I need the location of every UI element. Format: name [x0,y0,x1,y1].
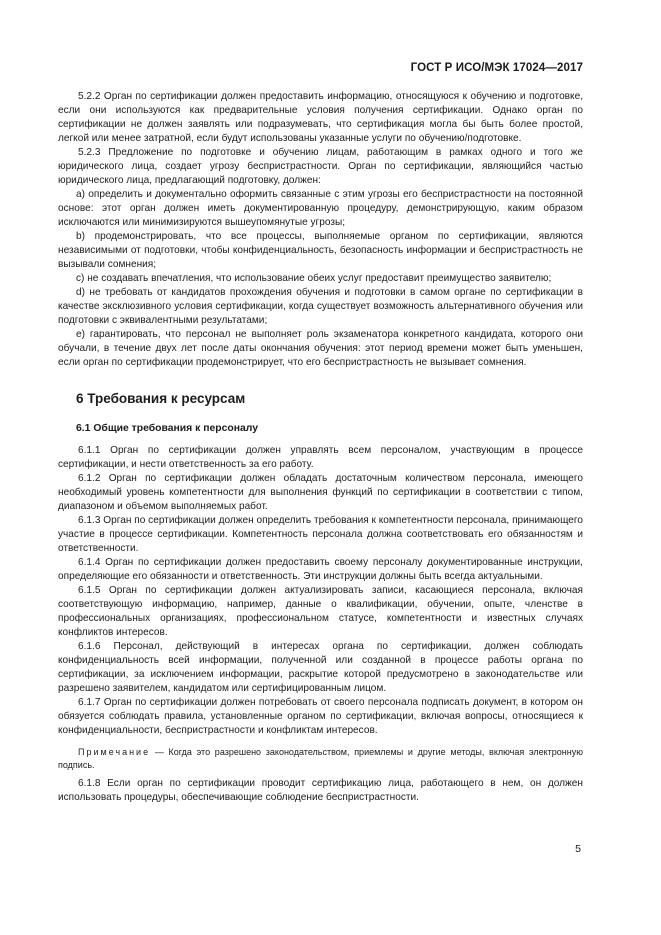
list-item-d: d) не требовать от кандидатов прохождения обучения и подготовки в самом органе по сертификации в качестве эксклюзивного условия сертификации, когда существует возможность альтернативного обучения или подготовки с эквивалентными результатами; [58,287,583,326]
paragraph-6-1-3: 6.1.3 Орган по сертификации должен определить требования к компетентности персонала, принимающего участие в процессе сертификации. Компетентность персонала должна соответствовать его обязанностям и ответственности. [58,515,583,554]
paragraph-5-2-3: 5.2.3 Предложение по подготовке и обучению лицам, работающим в рамках одного и того же юридического лица, создает угрозу беспристрастности. Орган по сертификации, являющийся частью юридического лица, предлагающий подготовку, должен: [58,147,583,186]
paragraph-6-1-4: 6.1.4 Орган по сертификации должен предоставить своему персоналу документированные инструкции, определяющие его обязанности и ответственность. Эти инструкции должны быть всегда актуальными. [58,557,583,582]
note-text: — Когда это разрешено законодательством, приемлемы и другие методы, включая электронную подпись. [58,747,583,770]
subsection-title: 6.1 Общие требования к персоналу [76,423,259,434]
paragraph-6-1-1: 6.1.1 Орган по сертификации должен управлять всем персоналом, участвующим в процессе сертификации, и нести ответственность за его работу. [58,445,583,470]
paragraph-6-1-5: 6.1.5 Орган по сертификации должен актуализировать записи, касающиеся персонала, включая соответствующую информацию, например, данные о квалификации, обучении, опыте, членстве в профессиональных организациях, профессиональном статусе, компетентности и известных случаях конфликтов интересов. [58,585,583,638]
list-item-c: c) не создавать впечатления, что использование обеих услуг предоставит преимущество заявителю; [76,273,552,284]
paragraph-6-1-6: 6.1.6 Персонал, действующий в интересах органа по сертификации, должен соблюдать конфиденциальность всей информации, полученной или созданной в процессе работы органа по сертификации, за исключением информации, раскрытие которой предусмотрено в законодательстве или разрешено заявителем, кандидатом или сертифицированным лицом. [58,641,583,694]
standard-header: ГОСТ Р ИСО/МЭК 17024—2017 [410,62,583,74]
paragraph-6-1-2: 6.1.2 Орган по сертификации должен обладать достаточным количеством персонала, имеющего необходимый уровень компетентности для выполнения функций по сертификации в соответствии с типом, диапазоном и объемом выполняемых работ. [58,473,583,512]
note-label: Примечание [78,747,151,757]
page-number: 5 [575,843,581,855]
list-item-b: b) продемонстрировать, что все процессы, выполняемые органом по сертификации, являются независимыми от подготовки, чтобы конфиденциальность, безопасность информации и беспристрастность не вызывали сомнения; [58,231,583,270]
paragraph-6-1-8: 6.1.8 Если орган по сертификации проводит сертификацию лица, работающего в нем, он должен использовать процедуры, обеспечивающие соблюдение беспристрастности. [58,778,583,803]
list-item-a: a) определить и документально оформить связанные с этим угрозы его беспристрастности на постоянной основе: этот орган должен иметь документированную процедуру, демонстрирующую, каким образом исключаются или минимизируются вышеупомянутые угрозы; [58,189,583,228]
list-item-e: e) гарантировать, что персонал не выполняет роль экзаменатора конкретного кандидата, которого они обучали, в течение двух лет после даты окончания обучения: этот период времени может быть уменьшен, если орган по сертификации продемонстрирует, что его беспристрастность не вызывает сомнения. [58,329,583,368]
section-title: 6 Требования к ресурсам [76,391,246,406]
paragraph-6-1-7: 6.1.7 Орган по сертификации должен потребовать от своего персонала подписать документ, в котором он обязуется соблюдать правила, установленные органом по сертификации, включая вопросы, относящиеся к конфиденциальности, беспристрастности и конфликтам интересов. [58,697,583,736]
page-content [58,90,583,805]
paragraph-5-2-2: 5.2.2 Орган по сертификации должен предоставить информацию, относящуюся к обучению и подготовке, если они используются как предварительные условия получения сертификации. Однако орган по сертификации не должен заявлять или подразумевать, что сертификация могла бы быть более простой, легкой или менее затратной, если будут использованы указанные услуги по обучению/подготовке. [58,91,583,144]
note [58,746,583,771]
